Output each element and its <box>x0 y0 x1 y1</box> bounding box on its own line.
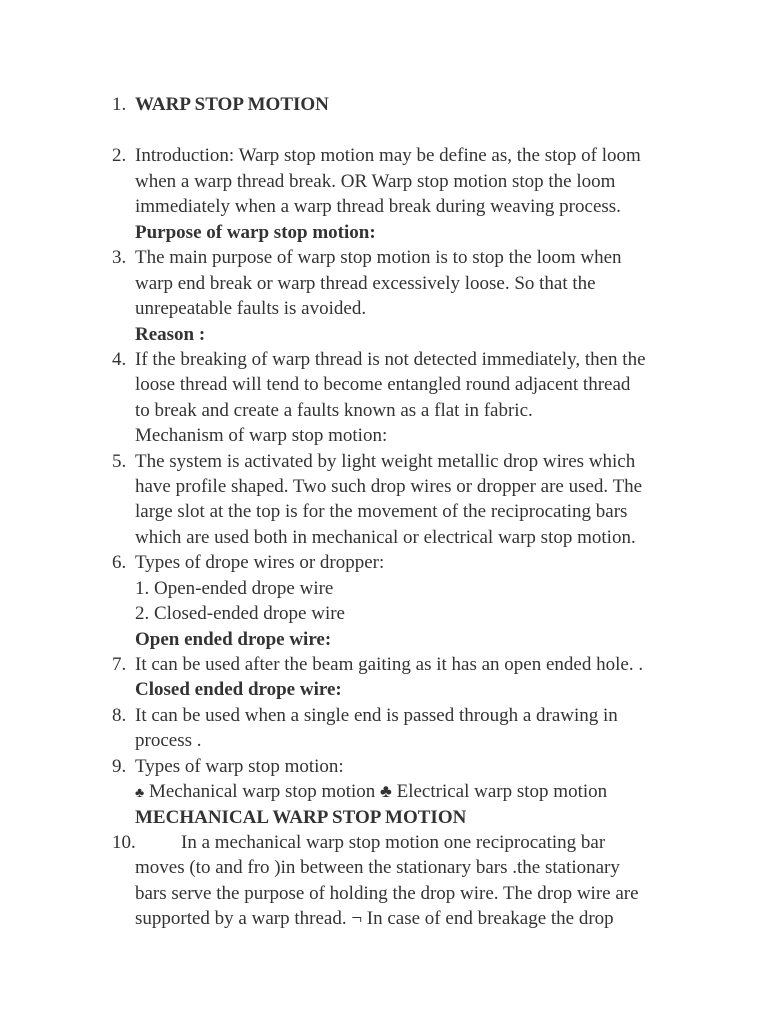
item-6-line: 1. Open-ended drope wire <box>135 578 334 599</box>
item-7-line: It can be used after the beam gaiting as it has an open ended hole. . <box>135 654 644 675</box>
item-10-line: In a mechanical warp stop motion one reciprocating bar <box>181 832 606 853</box>
club-bullet-icon: ♣ <box>380 781 392 801</box>
item-4-number: 4. <box>112 349 127 370</box>
subheading-purpose: Purpose of warp stop motion: <box>135 222 376 243</box>
club-bullet-icon: ♣ <box>135 786 145 801</box>
item-3-line: unrepeatable faults is avoided. <box>135 298 367 319</box>
item-5-line: have profile shaped. Two such drop wires or dropper are used. The <box>135 476 643 497</box>
item-3-line: warp end break or warp thread excessively loose. So that the <box>135 273 596 294</box>
item-3-line: The main purpose of warp stop motion is to stop the loom when <box>135 247 622 268</box>
item-6-line: 2. Closed-ended drope wire <box>135 603 345 624</box>
item-9-bullets <box>135 779 607 807</box>
item-4-line: If the breaking of warp thread is not detected immediately, then the <box>135 349 646 370</box>
item-5-number: 5. <box>112 451 127 472</box>
item-10-line: bars serve the purpose of holding the drop wire. The drop wire are <box>135 883 639 904</box>
item-2-line: Introduction: Warp stop motion may be define as, the stop of loom <box>135 145 641 166</box>
item-8-number: 8. <box>112 705 127 726</box>
subheading-closed-ended: Closed ended drope wire: <box>135 679 342 700</box>
subheading-open-ended: Open ended drope wire: <box>135 629 332 650</box>
item-6-number: 6. <box>112 552 127 573</box>
item-7-number: 7. <box>112 654 127 675</box>
item-1-number: 1. <box>112 94 127 115</box>
item-2-line: when a warp thread break. OR Warp stop motion stop the loom <box>135 171 616 192</box>
item-9-number: 9. <box>112 756 127 777</box>
bullet-mechanical: Mechanical warp stop motion <box>144 781 381 802</box>
item-5-line: large slot at the top is for the movement of the reciprocating bars <box>135 501 628 522</box>
item-4-line: loose thread will tend to become entangled round adjacent thread <box>135 374 631 395</box>
subheading-reason: Reason : <box>135 324 206 345</box>
item-5-line: The system is activated by light weight metallic drop wires which <box>135 451 636 472</box>
item-10-line: supported by a warp thread. ¬ In case of end breakage the drop <box>135 908 614 929</box>
item-9-line: Types of warp stop motion: <box>135 756 344 777</box>
subheading-mechanical: MECHANICAL WARP STOP MOTION <box>135 807 467 828</box>
document-title: WARP STOP MOTION <box>135 94 329 115</box>
bullet-electrical: Electrical warp stop motion <box>391 781 608 802</box>
item-6-line: Types of drope wires or dropper: <box>135 552 385 573</box>
item-2-line: immediately when a warp thread break during weaving process. <box>135 196 621 217</box>
item-10-number: 10. <box>112 832 136 853</box>
item-3-number: 3. <box>112 247 127 268</box>
item-8-line: It can be used when a single end is passed through a drawing in <box>135 705 618 726</box>
item-2-number: 2. <box>112 145 127 166</box>
subheading-mechanism: Mechanism of warp stop motion: <box>135 425 388 446</box>
item-10-line: moves (to and fro )in between the stationary bars .the stationary <box>135 857 620 878</box>
item-5-line: which are used both in mechanical or electrical warp stop motion. <box>135 527 636 548</box>
item-8-line: process . <box>135 730 202 751</box>
item-4-line: to break and create a faults known as a flat in fabric. <box>135 400 533 421</box>
